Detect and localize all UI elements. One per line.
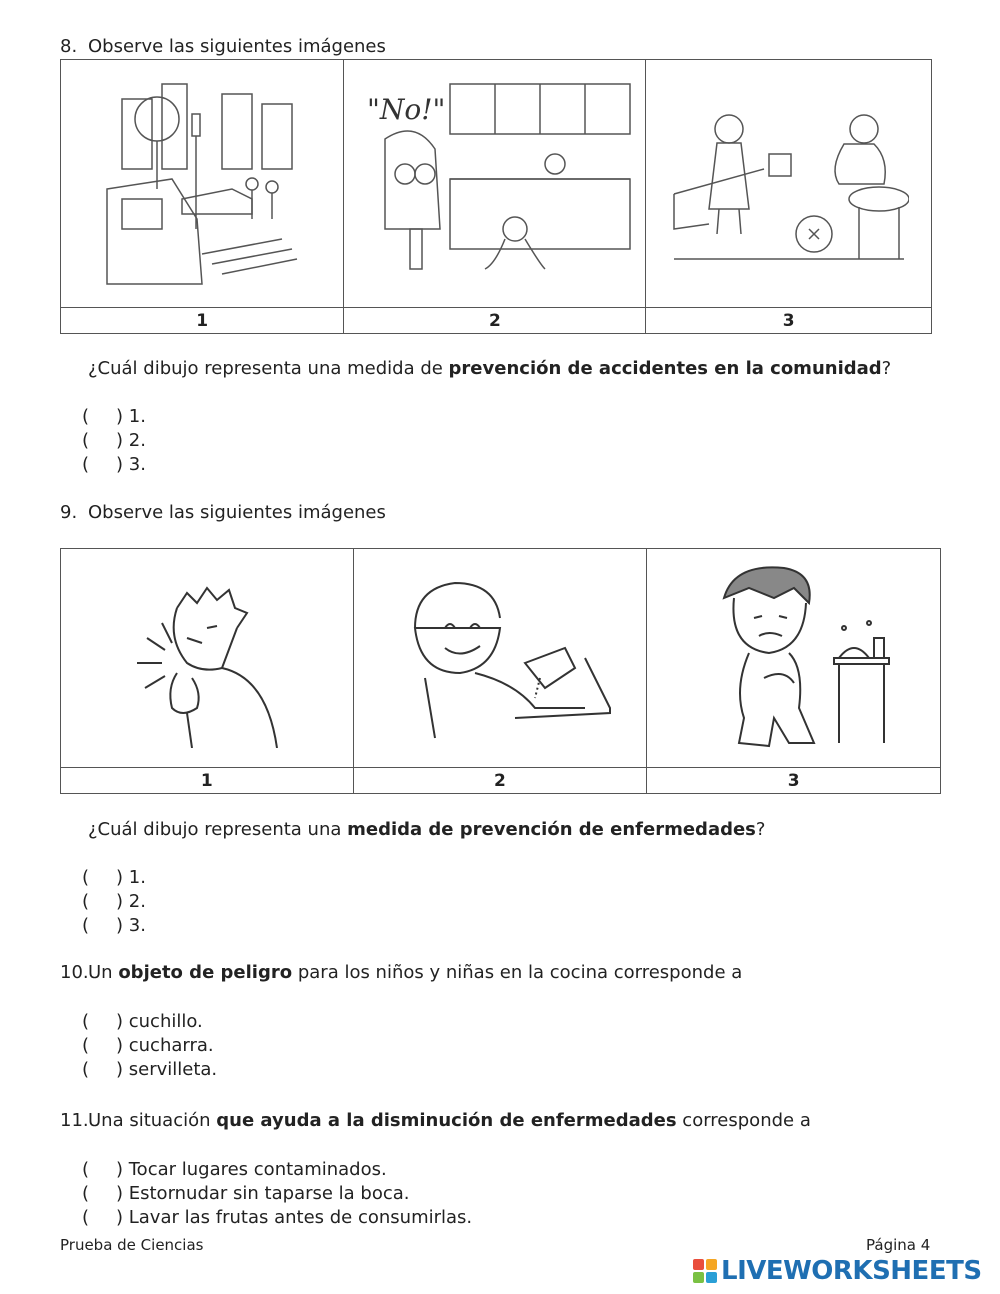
q11-option-3-paren: ( bbox=[82, 1207, 90, 1228]
q8-option-1-text: ) 1. bbox=[116, 406, 146, 427]
q8-option-3-paren: ( bbox=[82, 454, 90, 475]
q8-label-3: 3 bbox=[646, 308, 932, 334]
q10-option-1[interactable] bbox=[82, 1010, 217, 1034]
logo-grid-icon bbox=[693, 1259, 717, 1283]
q9-options bbox=[82, 866, 146, 938]
q11-pre: Una situación bbox=[88, 1110, 217, 1131]
q9-option-1-text: ) 1. bbox=[116, 867, 146, 888]
q8-option-2-paren: ( bbox=[82, 430, 90, 451]
liveworksheets-logo[interactable] bbox=[693, 1256, 982, 1286]
logo-tile-3 bbox=[693, 1272, 704, 1283]
q8-image-table bbox=[60, 59, 932, 334]
q9-image-3-sick-boy bbox=[647, 549, 941, 768]
sick-boy-illustration bbox=[694, 558, 894, 758]
q10-bold: objeto de peligro bbox=[118, 962, 293, 983]
q11-option-1-paren: ( bbox=[82, 1159, 90, 1180]
handwashing-boy-illustration bbox=[385, 568, 615, 748]
q9-option-1[interactable] bbox=[82, 866, 146, 890]
q9-option-3[interactable] bbox=[82, 914, 146, 938]
q11-number: 11. bbox=[60, 1110, 89, 1131]
q10-option-2-paren: ( bbox=[82, 1035, 90, 1056]
q11-option-1[interactable] bbox=[82, 1158, 472, 1182]
q9-label-1: 1 bbox=[61, 768, 354, 794]
q10-option-2[interactable] bbox=[82, 1034, 217, 1058]
footer-subject: Prueba de Ciencias bbox=[60, 1236, 204, 1254]
q9-prompt-post: ? bbox=[755, 819, 766, 840]
q8-prompt-post: ? bbox=[881, 358, 892, 379]
q8-option-2-text: ) 2. bbox=[116, 430, 146, 451]
q11-bold: que ayuda a la disminución de enfermedades bbox=[216, 1110, 677, 1131]
street-crossing-illustration bbox=[102, 79, 302, 289]
toys-room-illustration bbox=[669, 99, 909, 269]
kitchen-illustration bbox=[355, 79, 635, 289]
q11-post: corresponde a bbox=[676, 1110, 811, 1131]
footer-page-number: Página 4 bbox=[866, 1236, 931, 1254]
q8-option-1-paren: ( bbox=[82, 406, 90, 427]
q11-title bbox=[60, 1110, 811, 1131]
q11-option-2-text: ) Estornudar sin taparse la boca. bbox=[116, 1183, 410, 1204]
q8-number: 8. bbox=[60, 36, 78, 57]
q8-title-text: Observe las siguientes imágenes bbox=[88, 36, 386, 57]
q9-title bbox=[60, 502, 386, 523]
q8-options bbox=[82, 405, 146, 477]
q8-option-3[interactable] bbox=[82, 453, 146, 477]
q11-option-3-text: ) Lavar las frutas antes de consumirlas. bbox=[116, 1207, 473, 1228]
q11-option-3[interactable] bbox=[82, 1206, 472, 1230]
q9-option-2[interactable] bbox=[82, 890, 146, 914]
q9-prompt-pre: ¿Cuál dibujo representa una bbox=[88, 819, 348, 840]
q9-image-table bbox=[60, 548, 941, 794]
q10-option-3-text: ) servilleta. bbox=[116, 1059, 218, 1080]
q8-image-3-toys-room bbox=[646, 60, 932, 308]
q10-option-1-text: ) cuchillo. bbox=[116, 1011, 203, 1032]
q9-image-2-handwashing-boy bbox=[353, 549, 647, 768]
logo-tile-4 bbox=[706, 1272, 717, 1283]
q8-image-1-street-crossing bbox=[61, 60, 344, 308]
q8-option-3-text: ) 3. bbox=[116, 454, 146, 475]
q11-option-2-paren: ( bbox=[82, 1183, 90, 1204]
q10-option-3-paren: ( bbox=[82, 1059, 90, 1080]
q11-option-2[interactable] bbox=[82, 1182, 472, 1206]
q9-title-text: Observe las siguientes imágenes bbox=[88, 502, 386, 523]
q9-prompt-bold: medida de prevención de enfermedades bbox=[347, 819, 756, 840]
q9-number: 9. bbox=[60, 502, 78, 523]
q8-label-1: 1 bbox=[61, 308, 344, 334]
q8-option-2[interactable] bbox=[82, 429, 146, 453]
q8-prompt bbox=[88, 358, 891, 379]
q8-prompt-bold: prevención de accidentes en la comunidad bbox=[448, 358, 882, 379]
coughing-man-illustration bbox=[117, 568, 297, 748]
q10-option-2-text: ) cucharra. bbox=[116, 1035, 214, 1056]
q8-image-2-kitchen bbox=[344, 60, 646, 308]
q8-title bbox=[60, 36, 386, 57]
q10-option-1-paren: ( bbox=[82, 1011, 90, 1032]
logo-tile-1 bbox=[693, 1259, 704, 1270]
q9-prompt bbox=[88, 819, 765, 840]
q10-number: 10. bbox=[60, 962, 89, 983]
logo-tile-2 bbox=[706, 1259, 717, 1270]
q9-option-2-text: ) 2. bbox=[116, 891, 146, 912]
q10-pre: Un bbox=[88, 962, 119, 983]
q10-post: para los niños y niñas en la cocina corresponde a bbox=[292, 962, 743, 983]
q8-option-1[interactable] bbox=[82, 405, 146, 429]
logo-text: LIVEWORKSHEETS bbox=[721, 1256, 982, 1286]
q10-option-3[interactable] bbox=[82, 1058, 217, 1082]
q8-prompt-pre: ¿Cuál dibujo representa una medida de bbox=[88, 358, 449, 379]
q9-label-2: 2 bbox=[353, 768, 647, 794]
q9-label-3: 3 bbox=[647, 768, 941, 794]
q11-option-1-text: ) Tocar lugares contaminados. bbox=[116, 1159, 387, 1180]
svg-text:"No!": "No!" bbox=[366, 92, 446, 126]
q8-label-2: 2 bbox=[344, 308, 646, 334]
q10-options bbox=[82, 1010, 217, 1082]
q9-option-1-paren: ( bbox=[82, 867, 90, 888]
q10-title bbox=[60, 962, 742, 983]
q9-image-1-coughing-man bbox=[61, 549, 354, 768]
q9-option-3-text: ) 3. bbox=[116, 915, 146, 936]
q9-option-2-paren: ( bbox=[82, 891, 90, 912]
q9-option-3-paren: ( bbox=[82, 915, 90, 936]
q11-options bbox=[82, 1158, 472, 1230]
